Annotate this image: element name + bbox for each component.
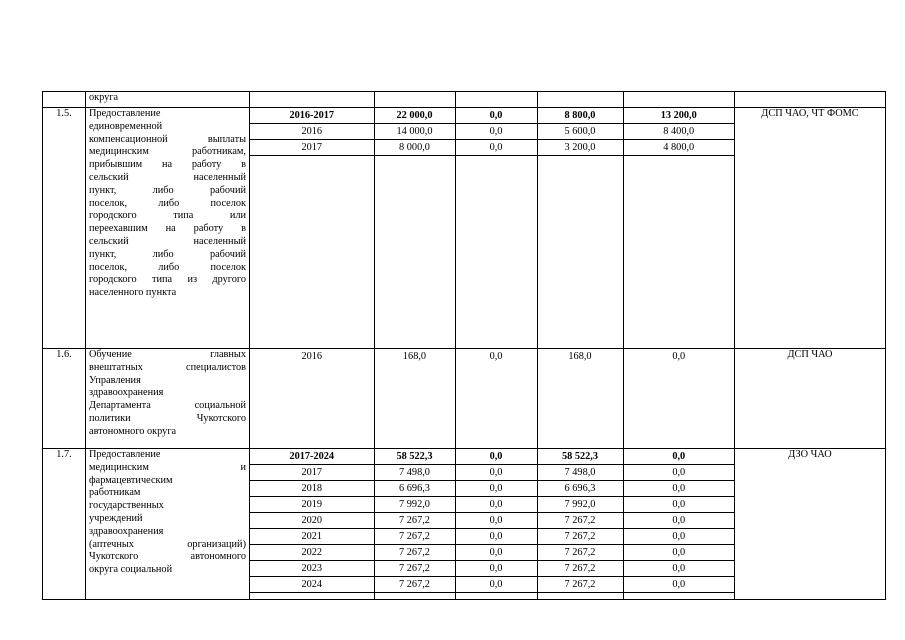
- funding-row: [250, 513, 734, 529]
- description-line: здравоохранения: [89, 387, 164, 399]
- filler-row: [250, 593, 734, 600]
- responsible-executor: ДСП ЧАО, ЧТ ФОМС: [735, 108, 886, 349]
- blank-cell: [623, 92, 734, 107]
- description-line: государственных: [89, 500, 164, 512]
- total-cell: 7 498,0: [374, 465, 455, 481]
- other-cell: 0,0: [672, 351, 686, 362]
- description-line: политики Чукотского: [89, 412, 246, 424]
- budget-table-body: [43, 92, 886, 600]
- blank-cell: [455, 92, 537, 107]
- description-line: поселок, либо поселок: [89, 197, 246, 209]
- blank-cell: [374, 92, 455, 107]
- period-cell: 2020: [250, 513, 374, 529]
- continuation-text: округа: [89, 92, 119, 103]
- other-cell: 0,0: [623, 577, 734, 593]
- federal-cell: 0,0: [455, 481, 537, 497]
- continuation-row: [43, 92, 886, 108]
- total-cell: 7 267,2: [374, 513, 455, 529]
- federal-cell: 0,0: [455, 449, 537, 465]
- blank-cell: [623, 593, 734, 600]
- regional-cell: 7 267,2: [537, 577, 623, 593]
- description-line: прибывшим на работу в: [89, 159, 246, 171]
- description-line: учреждений: [89, 512, 143, 524]
- description-line: здравоохранения: [89, 525, 164, 537]
- regional-cell: 6 696,3: [537, 481, 623, 497]
- measure-description: [86, 349, 250, 449]
- blank-cell: [250, 92, 374, 107]
- other-cell: 0,0: [623, 561, 734, 577]
- period-cell: 2023: [250, 561, 374, 577]
- total-cell: 58 522,3: [374, 449, 455, 465]
- period-cell: 2024: [250, 577, 374, 593]
- blank-cell: [374, 364, 455, 448]
- regional-cell: 3 200,0: [537, 140, 623, 156]
- other-cell: 0,0: [623, 513, 734, 529]
- funding-row: [250, 497, 734, 513]
- funding-values-cell: [250, 108, 735, 349]
- description-line: внештатных специалистов: [89, 361, 246, 373]
- description-line: поселок, либо поселок: [89, 261, 246, 273]
- regional-cell: 168,0: [537, 349, 623, 364]
- funding-row: [250, 577, 734, 593]
- total-cell: 6 696,3: [374, 481, 455, 497]
- description-line: Предоставление: [89, 108, 161, 119]
- regional-cell: 7 267,2: [537, 561, 623, 577]
- period-cell: 2016: [250, 349, 374, 364]
- blank-cell: [455, 593, 537, 600]
- description-line: Чукотского автономного: [89, 551, 246, 563]
- period-cell: 2017: [250, 140, 374, 156]
- federal-cell: 0,0: [455, 529, 537, 545]
- regional-cell: 7 267,2: [537, 513, 623, 529]
- funding-values: [250, 449, 734, 599]
- federal-cell: 0,0: [455, 124, 537, 140]
- other-cell: 0,0: [623, 481, 734, 497]
- blank-cell: [537, 593, 623, 600]
- description-line: (аптечных организаций): [89, 538, 246, 550]
- description-line: Управления: [89, 374, 141, 386]
- funding-row: [250, 140, 734, 156]
- period-cell: 2022: [250, 545, 374, 561]
- description-line: Департамента социальной: [89, 400, 246, 412]
- other-cell: 0,0: [623, 449, 734, 465]
- blank-cell: [455, 156, 537, 349]
- total-cell: 7 267,2: [374, 561, 455, 577]
- blank-cell: [374, 593, 455, 600]
- regional-cell: 58 522,3: [537, 449, 623, 465]
- total-cell: 22 000,0: [374, 108, 455, 124]
- blank-cell: [623, 364, 734, 448]
- funding-values-cell: [250, 349, 735, 449]
- measure-number: 1.7.: [43, 449, 86, 600]
- funding-row: [250, 561, 734, 577]
- total-cell: 7 267,2: [374, 529, 455, 545]
- continuation-values-cell: [250, 92, 735, 108]
- responsible-executor: ДЗО ЧАО: [735, 449, 886, 600]
- federal-cell: 0,0: [455, 349, 537, 364]
- blank-cell: [455, 364, 537, 448]
- measure-number: 1.6.: [43, 349, 86, 449]
- funding-row: [250, 545, 734, 561]
- federal-cell: 0,0: [455, 545, 537, 561]
- funding-row: [250, 529, 734, 545]
- blank-cell: [623, 156, 734, 349]
- description-line: городского типа или: [89, 210, 246, 222]
- total-cell: 7 267,2: [374, 545, 455, 561]
- description-line: населенного пункта: [89, 287, 177, 299]
- continuation-num-cell: [43, 92, 86, 108]
- funding-row: [250, 349, 734, 364]
- filler-row: [250, 156, 734, 349]
- period-cell: 2017: [250, 465, 374, 481]
- continuation-resp-cell: [735, 92, 886, 108]
- period-cell: 2016-2017: [250, 108, 374, 124]
- total-cell: 8 000,0: [374, 140, 455, 156]
- blank-cell: [537, 364, 623, 448]
- description-line: компенсационной выплаты: [89, 133, 246, 145]
- description-line: сельский населенный: [89, 235, 246, 247]
- funding-values-cell: [250, 449, 735, 600]
- measure-row: [43, 108, 886, 349]
- budget-table: [42, 91, 886, 600]
- other-cell: 0,0: [623, 465, 734, 481]
- filler-row: [250, 364, 734, 448]
- blank-cell: [250, 364, 374, 448]
- responsible-executor: ДСП ЧАО: [735, 349, 886, 449]
- federal-cell: 0,0: [455, 497, 537, 513]
- total-cell: 7 992,0: [374, 497, 455, 513]
- funding-row: [250, 124, 734, 140]
- description-line: переехавшим на работу в: [89, 223, 246, 235]
- blank-cell: [250, 593, 374, 600]
- continuation-values: [250, 92, 734, 107]
- continuation-desc-cell: [86, 92, 250, 108]
- other-cell: 13 200,0: [623, 108, 734, 124]
- measure-row: [43, 349, 886, 449]
- blank-cell: [537, 156, 623, 349]
- funding-values: [250, 108, 734, 348]
- federal-cell: 0,0: [455, 108, 537, 124]
- funding-row: [250, 465, 734, 481]
- description-line: Предоставление: [89, 449, 161, 460]
- other-cell: 8 400,0: [623, 124, 734, 140]
- regional-cell: 8 800,0: [537, 108, 623, 124]
- total-cell: 168,0: [374, 349, 455, 364]
- description-line: медицинским и: [89, 461, 246, 473]
- federal-cell: 0,0: [455, 513, 537, 529]
- blank-cell: [374, 156, 455, 349]
- funding-row: [250, 449, 734, 465]
- other-cell: 4 800,0: [623, 140, 734, 156]
- measure-row: [43, 449, 886, 600]
- blank-cell: [250, 156, 374, 349]
- federal-cell: 0,0: [455, 140, 537, 156]
- regional-cell: 7 267,2: [537, 545, 623, 561]
- period-cell: 2021: [250, 529, 374, 545]
- regional-cell: 7 267,2: [537, 529, 623, 545]
- blank-cell: [537, 92, 623, 107]
- federal-cell: 0,0: [455, 465, 537, 481]
- period-cell: 2019: [250, 497, 374, 513]
- measure-number: 1.5.: [43, 108, 86, 349]
- total-cell: 7 267,2: [374, 577, 455, 593]
- measure-description: [86, 108, 250, 349]
- period-cell: 2016: [250, 124, 374, 140]
- measure-description: [86, 449, 250, 600]
- funding-row: [250, 108, 734, 124]
- description-line: работникам: [89, 487, 141, 499]
- total-cell: 14 000,0: [374, 124, 455, 140]
- federal-cell: 0,0: [455, 561, 537, 577]
- federal-cell: 0,0: [455, 577, 537, 593]
- funding-row: [250, 481, 734, 497]
- description-line: городского типа из другого: [89, 274, 246, 286]
- other-cell: 0,0: [623, 529, 734, 545]
- description-line: Обучение главных: [89, 349, 246, 360]
- description-line: пункт, либо рабочий: [89, 248, 246, 260]
- description-line: фармацевтическим: [89, 474, 173, 486]
- regional-cell: 5 600,0: [537, 124, 623, 140]
- period-cell: 2018: [250, 481, 374, 497]
- regional-cell: 7 498,0: [537, 465, 623, 481]
- description-line: пункт, либо рабочий: [89, 184, 246, 196]
- other-cell: 0,0: [623, 545, 734, 561]
- regional-cell: 7 992,0: [537, 497, 623, 513]
- funding-values: [250, 349, 734, 448]
- description-line: сельский населенный: [89, 171, 246, 183]
- description-line: округа социальной: [89, 564, 173, 576]
- description-line: единовременной: [89, 120, 163, 132]
- period-cell: 2017-2024: [250, 449, 374, 465]
- other-cell: 0,0: [623, 497, 734, 513]
- description-line: автономного округа: [89, 425, 177, 437]
- description-line: медицинским работникам,: [89, 146, 246, 158]
